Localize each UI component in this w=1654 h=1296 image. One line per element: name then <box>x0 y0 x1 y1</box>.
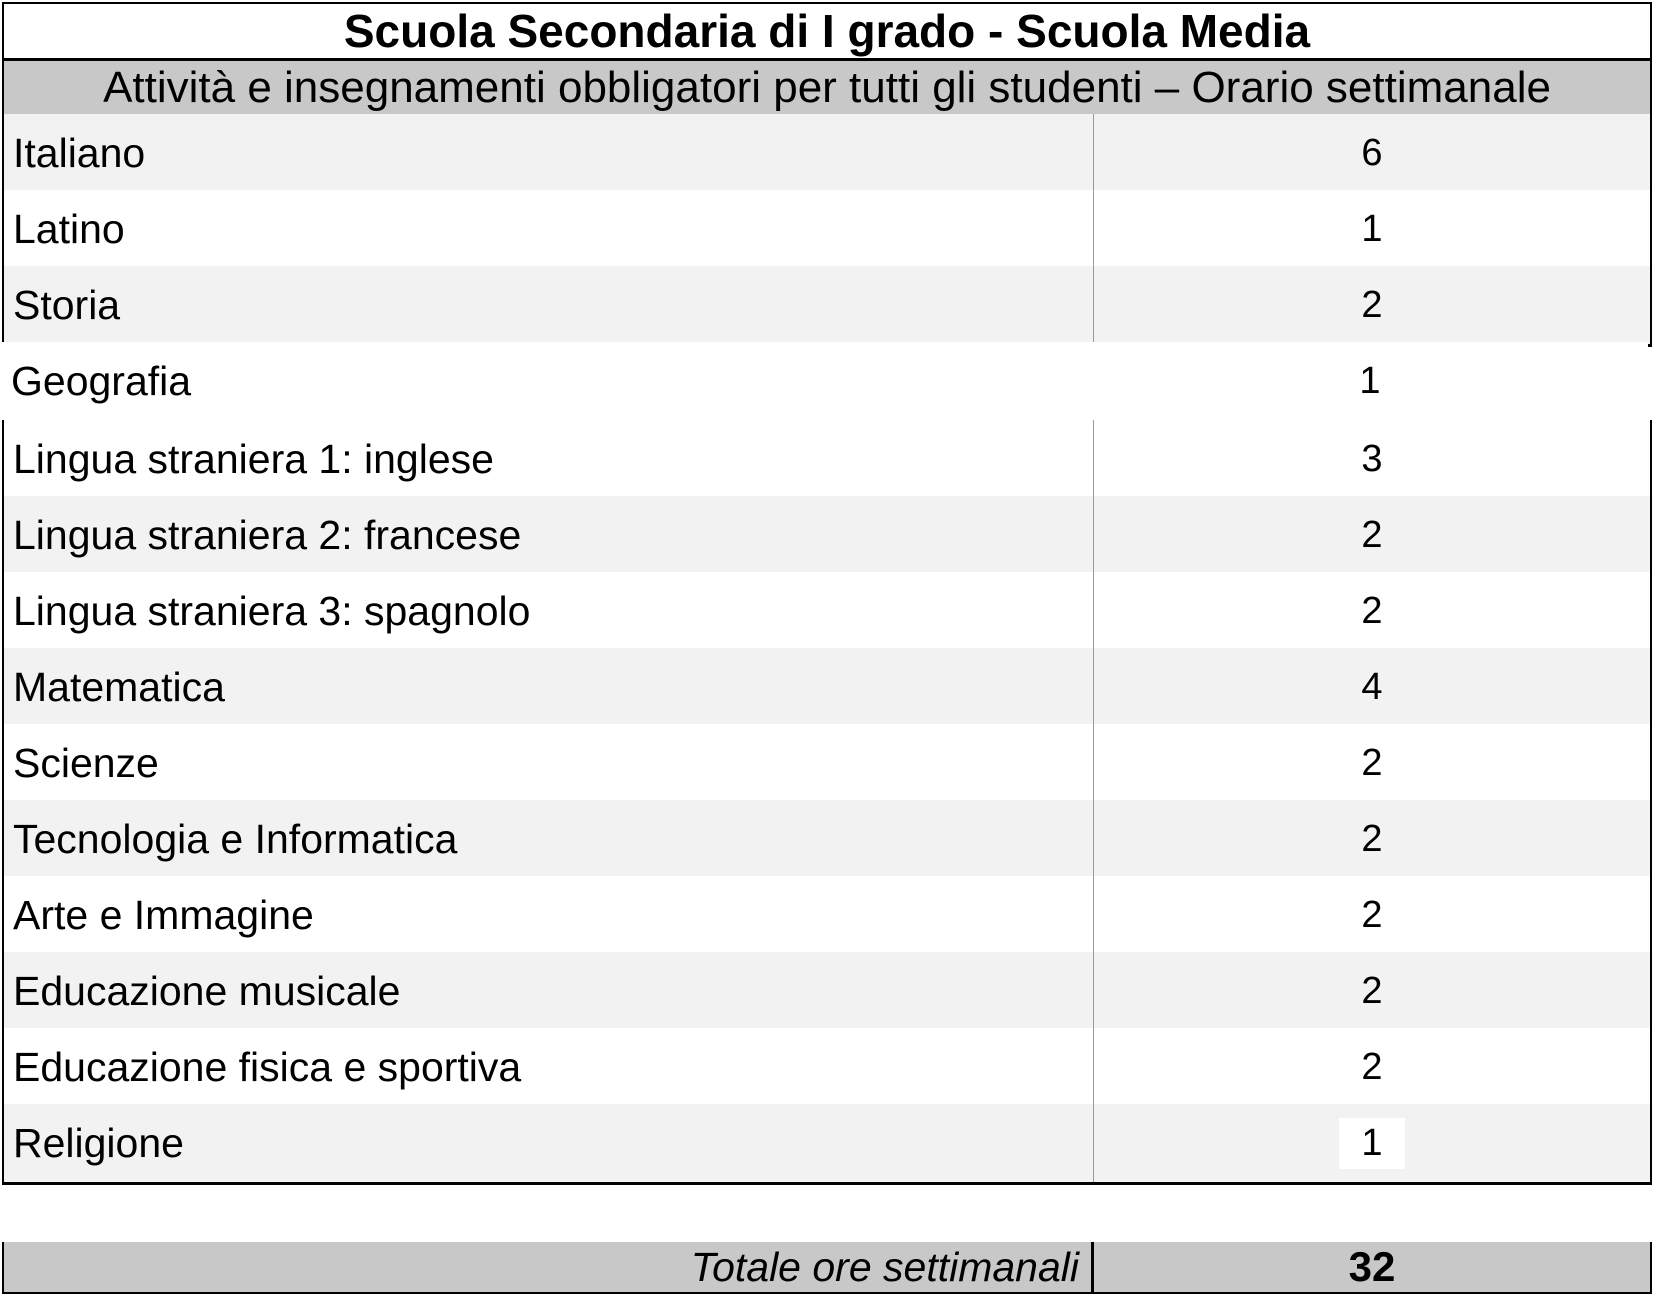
subject-cell: Educazione fisica e sportiva <box>4 1028 1094 1106</box>
subject-cell: Religione <box>4 1104 1094 1182</box>
hours-cell <box>1094 1104 1650 1182</box>
table-row <box>2 800 1652 881</box>
hours-cell: 2 <box>1361 817 1383 860</box>
total-value: 32 <box>1348 1243 1396 1290</box>
table-row <box>2 648 1652 729</box>
hours-cell: 2 <box>1361 589 1383 632</box>
subject-cell: Lingua straniera 3: spagnolo <box>4 572 1094 650</box>
hours-cell: 2 <box>1361 1045 1383 1088</box>
subject-cell: Latino <box>4 190 1094 268</box>
hours-cell: 2 <box>1361 893 1383 936</box>
subject-cell: Educazione musicale <box>4 952 1094 1030</box>
hours-cell: 2 <box>1361 283 1383 326</box>
timetable-sheet <box>2 2 1652 1293</box>
table-subtitle: Attività e insegnamenti obbligatori per tutti gli studenti – Orario settimanale <box>2 60 1652 117</box>
table-row <box>2 952 1652 1033</box>
hours-cell: 1 <box>1361 207 1383 250</box>
subject-cell: Storia <box>4 266 1094 344</box>
subject-cell: Italiano <box>4 114 1094 192</box>
table-title: Scuola Secondaria di I grado - Scuola Media <box>2 2 1652 60</box>
hours-cell: 3 <box>1361 437 1383 480</box>
subject-cell: Matematica <box>4 648 1094 726</box>
total-label: Totale ore settimanali <box>4 1242 1094 1292</box>
total-row <box>2 1242 1652 1294</box>
table-row <box>2 572 1652 653</box>
table-row <box>2 724 1652 805</box>
table-row <box>2 1028 1652 1109</box>
hours-cell: 2 <box>1361 513 1383 556</box>
table-row <box>2 266 1652 347</box>
hours-cell: 2 <box>1361 969 1383 1012</box>
table-row <box>2 1104 1652 1185</box>
hours-cell: 1 <box>1359 359 1381 402</box>
subject-cell: Lingua straniera 2: francese <box>4 496 1094 574</box>
subject-cell: Lingua straniera 1: inglese <box>4 420 1094 498</box>
hours-value: 1 <box>1339 1118 1404 1169</box>
table-row <box>2 342 1648 422</box>
subject-cell: Scienze <box>4 724 1094 802</box>
table-row <box>2 496 1652 577</box>
hours-cell: 4 <box>1361 665 1383 708</box>
table-row <box>2 114 1652 195</box>
table-row <box>2 420 1652 501</box>
table-row <box>2 876 1652 957</box>
subject-cell: Arte e Immagine <box>4 876 1094 954</box>
subject-cell: Tecnologia e Informatica <box>4 800 1094 878</box>
hours-cell: 6 <box>1361 131 1383 174</box>
hours-cell: 2 <box>1361 741 1383 784</box>
subject-cell: Geografia <box>11 357 192 404</box>
table-row <box>2 190 1652 271</box>
